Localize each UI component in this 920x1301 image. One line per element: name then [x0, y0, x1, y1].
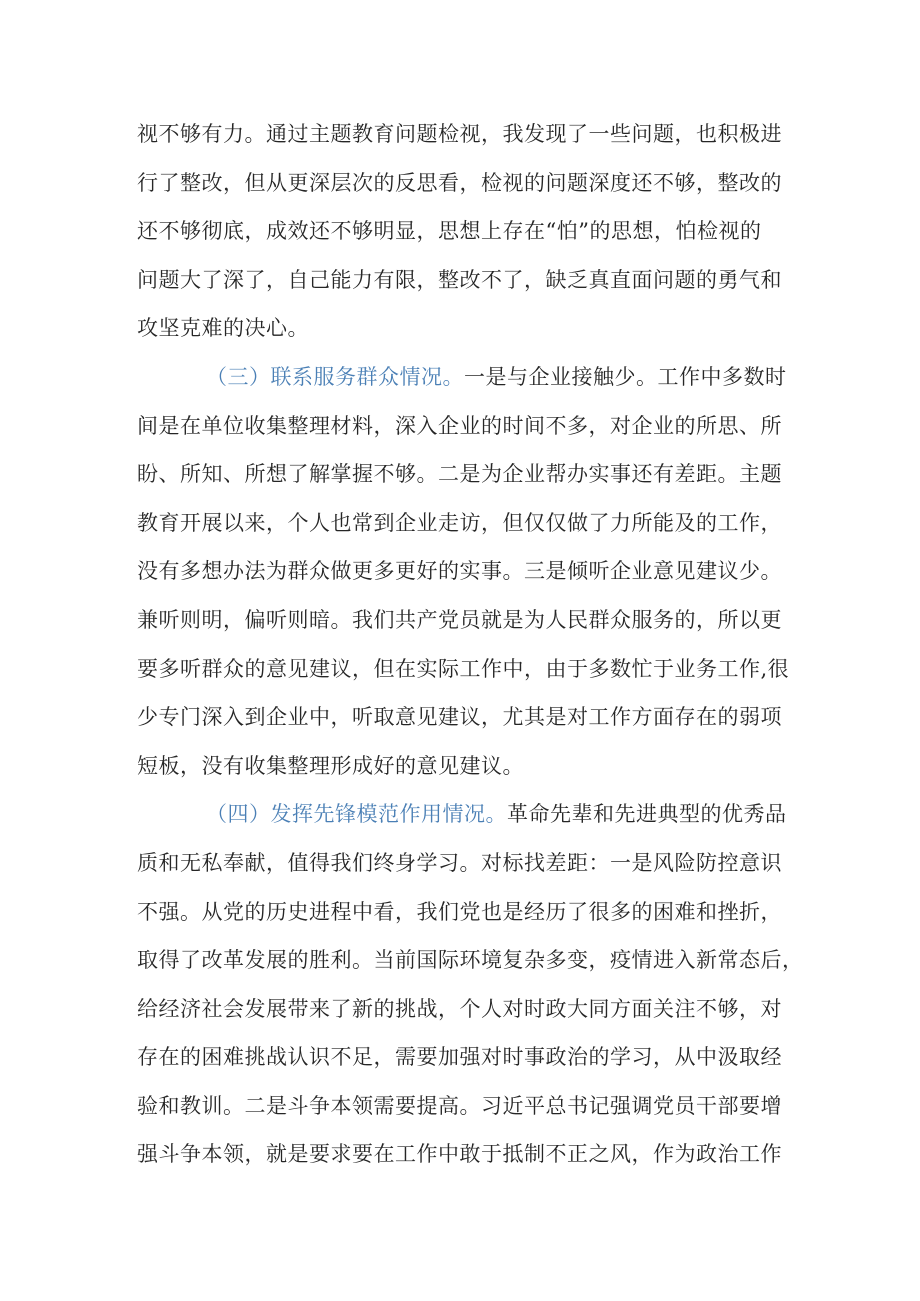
text-line: 给经济社会发展带来了新的挑战，个人对时政大同方面关注不够，对	[137, 996, 782, 1021]
text-line: 存在的困难挑战认识不足，需要加强对时事政治的学习，从中汲取经	[137, 1045, 782, 1070]
section-heading: （四）发挥先锋模范作用情况。	[206, 802, 507, 827]
text-line: 强斗争本领，就是要求要在工作中敢于抵制不正之风，作为政治工作	[137, 1142, 782, 1167]
text-line: 不强。从党的历史进程中看，我们党也是经历了很多的困难和挫折，	[137, 899, 782, 924]
paragraph-2	[137, 353, 792, 790]
text-line: 攻坚克难的决心。	[137, 316, 309, 341]
text-line: 质和无私奉献，值得我们终身学习。对标找差距：一是风险防控意识	[137, 850, 782, 875]
text-run: 革命先辈和先进典型的优秀品	[507, 802, 787, 827]
paragraph-1	[137, 110, 792, 353]
text-line: 没有多想办法为群众做更多更好的实事。三是倾听企业意见建议少。	[137, 559, 782, 584]
text-line: 验和教训。二是斗争本领需要提高。习近平总书记强调党员干部要增	[137, 1093, 782, 1118]
text-line: 要多听群众的意见建议，但在实际工作中，由于多数忙于业务工作,很	[137, 656, 790, 681]
text-line: 盼、所知、所想了解掌握不够。二是为企业帮办实事还有差距。主题	[137, 462, 782, 487]
text-line: 短板，没有收集整理形成好的意见建议。	[137, 753, 524, 778]
text-line: 取得了改革发展的胜利。当前国际环境复杂多变，疫情进入新常态后，	[137, 948, 804, 973]
text-line: 少专门深入到企业中，听取意见建议，尤其是对工作方面存在的弱项	[137, 705, 782, 730]
text-line: 间是在单位收集整理材料，深入企业的时间不多，对企业的所思、所	[137, 413, 782, 438]
paragraph-first-line	[137, 790, 792, 839]
text-run: 一是与企业接触少。工作中多数时	[464, 364, 787, 389]
paragraph-first-line	[137, 353, 792, 402]
text-line: 行了整改，但从更深层次的反思看，检视的问题深度还不够，整改的	[137, 170, 782, 195]
text-line: 教育开展以来，个人也常到企业走访，但仅仅做了力所能及的工作，	[137, 510, 782, 535]
paragraph-3	[137, 790, 804, 1179]
text-line: 兼听则明，偏听则暗。我们共产党员就是为人民群众服务的，所以更	[137, 607, 782, 632]
text-line: 问题大了深了，自己能力有限，整改不了，缺乏真直面问题的勇气和	[137, 267, 782, 292]
section-heading: （三）联系服务群众情况。	[206, 364, 464, 389]
text-line: 还不够彻底，成效还不够明显，思想上存在“怕”的思想，怕检视的	[137, 219, 762, 244]
text-line: 视不够有力。通过主题教育问题检视，我发现了一些问题，也积极进	[137, 122, 782, 146]
document-body	[137, 110, 804, 1179]
